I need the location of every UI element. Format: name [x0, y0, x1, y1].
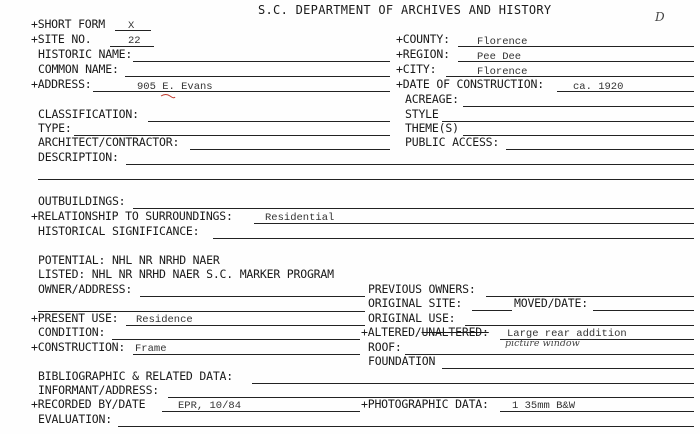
relationship-value: Residential [265, 212, 335, 224]
moved-date-label: MOVED/DATE: [514, 296, 588, 310]
style-line [442, 121, 694, 122]
listed-label: LISTED: NHL NR NRHD NAER S.C. MARKER PROGRAM [38, 267, 334, 281]
acreage-line [463, 106, 694, 107]
description-label: DESCRIPTION: [38, 150, 119, 164]
recorded-label: +RECORDED BY/DATE [31, 397, 146, 411]
evaluation-line [118, 426, 694, 427]
region-label: +REGION: [396, 47, 450, 61]
present-use-value: Residence [136, 314, 193, 326]
public-access-label: PUBLIC ACCESS: [405, 135, 500, 149]
moved-date-line [593, 310, 694, 311]
previous-owners-label: PREVIOUS OWNERS: [368, 282, 476, 296]
original-site-label: ORIGINAL SITE: [368, 296, 463, 310]
significance-line [213, 238, 694, 239]
relationship-label: +RELATIONSHIP TO SURROUNDINGS: [31, 209, 233, 223]
short-form-label: +SHORT FORM [31, 17, 105, 31]
underline-mark [160, 93, 176, 99]
common-name-line [125, 76, 390, 77]
owner-line [140, 296, 365, 297]
potential-label: POTENTIAL: NHL NR NRHD NAER [38, 253, 220, 267]
altered-handwritten-note: picture window [505, 338, 580, 349]
description-line-2 [38, 179, 694, 180]
significance-label: HISTORICAL SIGNIFICANCE: [38, 224, 200, 238]
classification-label: CLASSIFICATION: [38, 107, 139, 121]
original-use-line [465, 325, 694, 326]
short-form-value: X [128, 20, 135, 32]
condition-line [112, 339, 360, 340]
themes-label: THEME(S) [405, 121, 459, 135]
outbuildings-label: OUTBUILDINGS: [38, 194, 126, 208]
date-construction-label: +DATE OF CONSTRUCTION: [396, 77, 544, 91]
type-label: TYPE: [38, 121, 72, 135]
address-value: 905 E. Evans [137, 81, 213, 93]
architect-line [190, 149, 390, 150]
site-no-value: 22 [128, 35, 141, 47]
address-label: +ADDRESS: [31, 77, 92, 91]
bibliographic-label: BIBLIOGRAPHIC & RELATED DATA: [38, 369, 233, 383]
original-site-line [472, 310, 512, 311]
county-value: Florence [477, 36, 528, 48]
site-no-label: +SITE NO. [31, 32, 92, 46]
architect-label: ARCHITECT/CONTRACTOR: [38, 135, 180, 149]
common-name-label: COMMON NAME: [38, 62, 119, 76]
style-label: STYLE [405, 107, 439, 121]
city-value: Florence [477, 66, 528, 78]
form-title: S.C. DEPARTMENT OF ARCHIVES AND HISTORY [258, 3, 552, 17]
altered-prefix: +ALTERED/ [361, 325, 422, 339]
recorded-value: EPR, 10/84 [178, 400, 242, 412]
photographic-label: +PHOTOGRAPHIC DATA: [361, 397, 489, 411]
city-label: +CITY: [396, 62, 437, 76]
date-construction-value: ca. 1920 [573, 81, 624, 93]
unaltered-struck: UNALTERED: [421, 325, 489, 339]
informant-label: INFORMANT/ADDRESS: [38, 383, 160, 397]
construction-value: Frame [135, 343, 167, 355]
corner-mark: D [655, 10, 665, 24]
historic-name-label: HISTORIC NAME: [38, 47, 133, 61]
foundation-line [442, 368, 694, 369]
public-access-line [506, 149, 694, 150]
owner-label: OWNER/ADDRESS: [38, 282, 133, 296]
condition-label: CONDITION: [38, 325, 106, 339]
evaluation-label: EVALUATION: [38, 412, 112, 426]
acreage-label: ACREAGE: [405, 92, 459, 106]
construction-label: +CONSTRUCTION: [31, 340, 126, 354]
original-use-label: ORIGINAL USE: [368, 311, 456, 325]
classification-line [148, 121, 390, 122]
historic-name-line [133, 61, 390, 62]
construction-line [133, 354, 360, 355]
roof-label: ROOF: [368, 340, 402, 354]
foundation-label: FOUNDATION [368, 354, 436, 368]
county-label: +COUNTY: [396, 32, 450, 46]
altered-label [361, 326, 489, 339]
present-use-label: +PRESENT USE: [31, 311, 119, 325]
description-line-1 [126, 164, 694, 165]
bibliographic-line [252, 383, 694, 384]
roof-line [405, 354, 694, 355]
altered-value: Large rear addition [507, 328, 627, 340]
region-value: Pee Dee [477, 51, 522, 63]
photographic-value: 1 35mm B&W [512, 400, 576, 412]
